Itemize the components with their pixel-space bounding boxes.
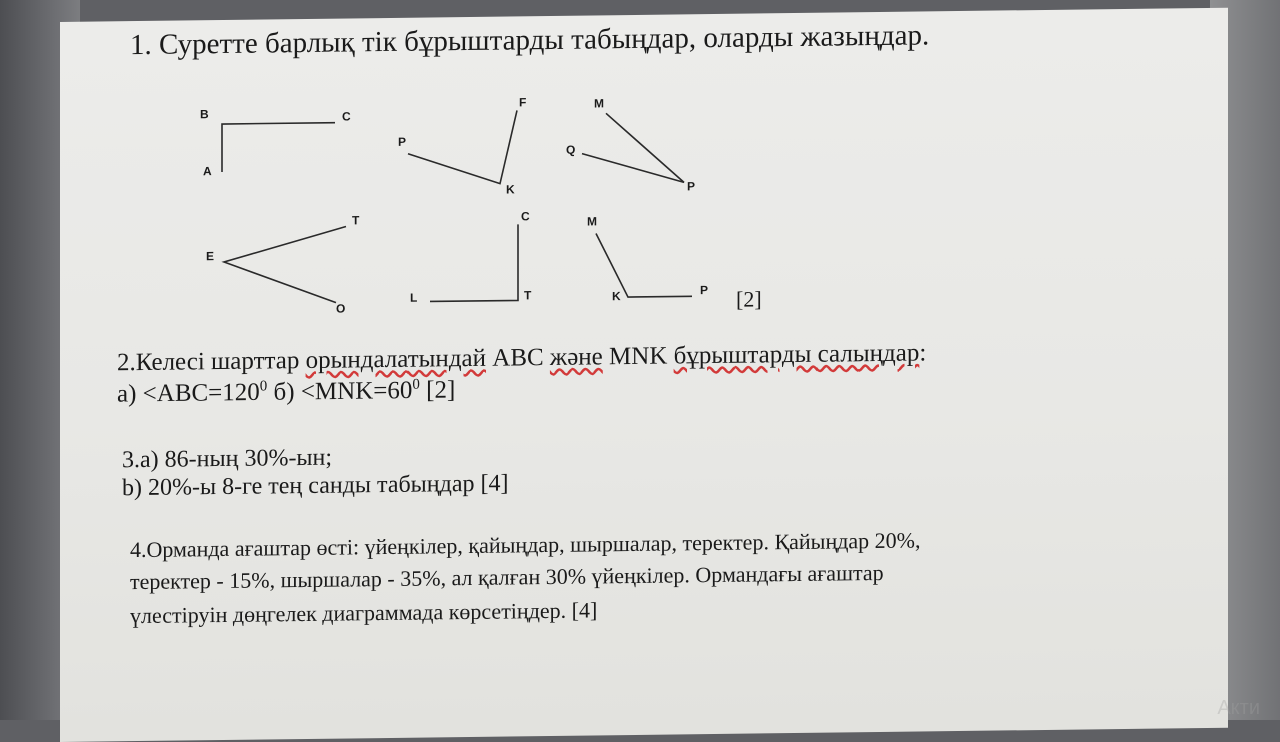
task3-line1: 3.а) 86-ның 30%-ын;: [122, 444, 333, 474]
figure5-label-3: T: [524, 288, 532, 303]
figure-mqp: [566, 95, 695, 195]
figure5-lines: [430, 224, 518, 301]
figure6-label-2: K: [612, 289, 621, 304]
figure1-label-2: C: [342, 109, 351, 124]
document-page: [60, 8, 1228, 742]
figure2-label-1: F: [519, 95, 527, 110]
figure2-label-2: P: [398, 134, 407, 149]
task1-text: Суретте барлық тік бұрыштарды табыңдар, оларды жазыңдар.: [159, 19, 930, 61]
figure-clt: [410, 209, 532, 304]
figure1-label-3: A: [203, 164, 212, 179]
task2-wavy-word-1: орындалатындай: [305, 344, 487, 374]
figure1-label-1: B: [200, 107, 209, 122]
task2-wavy-word-2: және: [549, 343, 603, 372]
activation-watermark: Акти: [1217, 697, 1260, 719]
figure3-label-2: Q: [566, 142, 576, 157]
task2-wavy-word-3: бұрыштарды салыңдар: [673, 339, 920, 370]
task2-line1: [117, 339, 926, 377]
figure6-label-1: M: [587, 214, 597, 229]
figure4-label-3: O: [336, 301, 346, 316]
figure6-label-3: P: [700, 283, 709, 298]
figure1-lines: [222, 123, 335, 172]
task4-line1: 4.Орманда ағаштар өсті: үйеңкілер, қайыңдар, шыршалар, теректер. Қайыңдар 20%,: [130, 527, 921, 563]
figure4-label-1: T: [352, 213, 360, 228]
task3-line2: b) 20%-ы 8-ге тең санды табыңдар [4]: [122, 470, 509, 502]
figure4-label-2: E: [206, 249, 215, 264]
task2-suffix: :: [919, 339, 927, 367]
figure4-lines: [224, 227, 346, 304]
figure2-label-3: K: [506, 182, 515, 197]
task2-mid2: MNK: [602, 342, 674, 371]
figure3-label-3: P: [687, 179, 696, 194]
task2-mid: АВС: [486, 344, 550, 372]
figure3-lines: [582, 112, 684, 183]
task2-line2: [117, 376, 455, 408]
task2-part-a: а) <ABC=120: [117, 378, 260, 408]
figure-teo: [206, 213, 360, 317]
figure3-label-1: M: [594, 96, 604, 111]
figure2-lines: [408, 110, 517, 184]
task2-points: [2]: [419, 376, 456, 404]
figure-mkp: [587, 213, 708, 303]
task2-prefix: 2.Келесі шарттар: [117, 346, 306, 377]
figure6-lines: [596, 232, 692, 297]
figure5-label-1: C: [521, 209, 530, 224]
figure5-label-2: L: [410, 290, 418, 305]
task1-number: 1.: [130, 28, 152, 62]
task4-line2: теректер - 15%, шыршалар - 35%, ал қалған 30% үйеңкілер. Ормандағы ағаштар: [130, 559, 884, 595]
angle-figures: [60, 12, 860, 332]
task1-points: [2]: [736, 286, 762, 312]
figure-fpk: [398, 95, 526, 198]
figure-bca: [200, 105, 351, 178]
task4-line3: үлестіруін дөңгелек диаграммада көрсетіңдер. [4]: [130, 597, 598, 629]
task2-part-b: б) <MNK=60: [267, 377, 413, 406]
degree-sign-1: 0: [259, 378, 268, 395]
degree-sign-2: 0: [412, 376, 420, 393]
